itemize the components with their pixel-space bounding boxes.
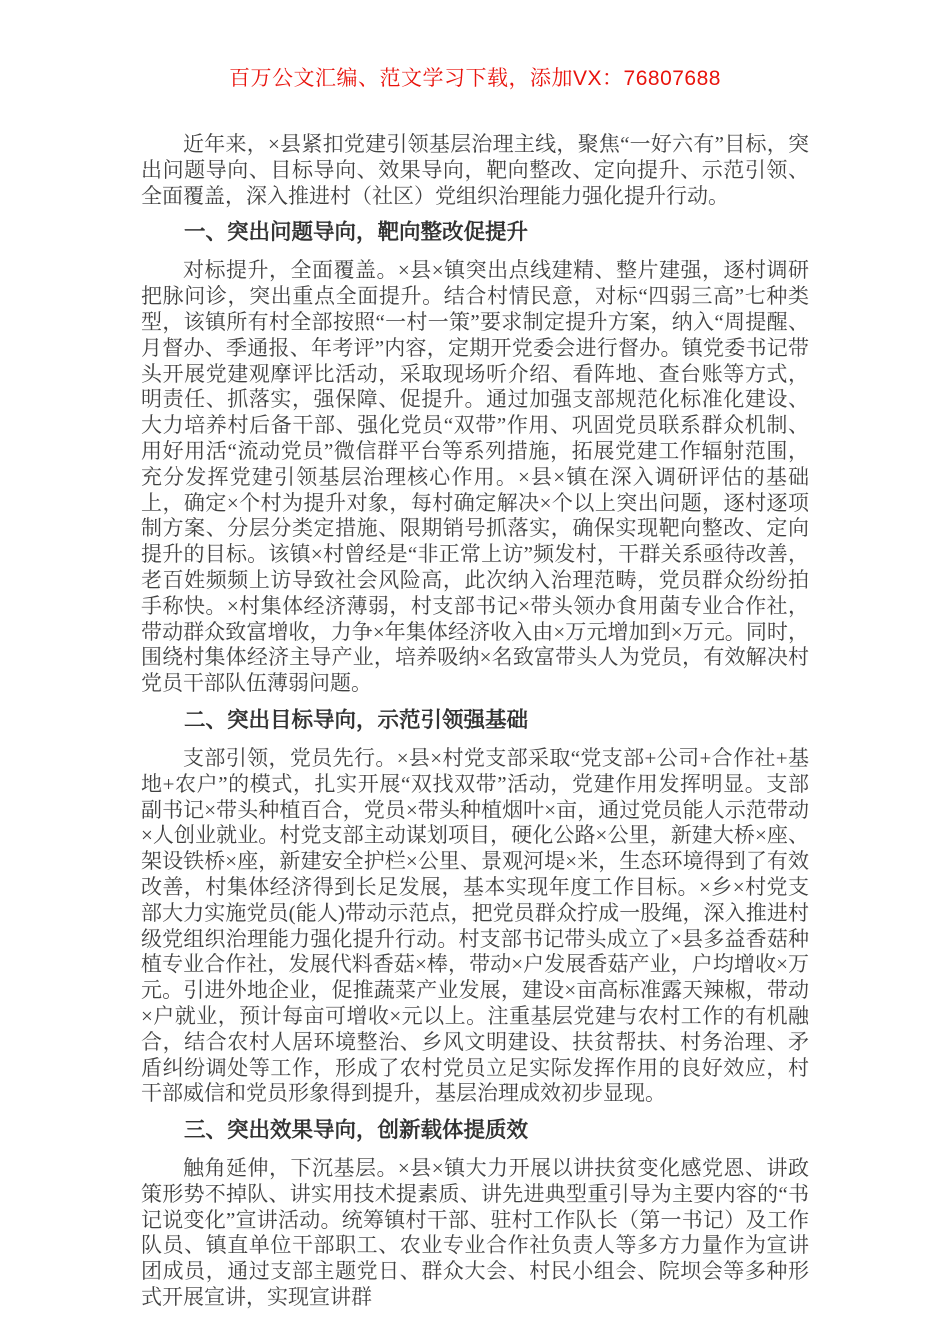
section-3-paragraph: 触角延伸，下沉基层。×县×镇大力开展以讲扶贫变化感党恩、讲政策形势不掉队、讲实用技术提素质、讲先进典型重引导为主要内容的“书记说变化”宣讲活动。统筹镇村干部、驻村工作队长（第一书记）及工作队员、镇直单位干部职工、农业专业合作社负责人等多方力量作为宣讲团成员，通过支部主题党日、群众大会、村民小组会、院坝会等多种形式开展宣讲，实现宣讲群 xyxy=(141,1156,809,1310)
promo-banner-text: 百万公文汇编、范文学习下载，添加VX：76807688 xyxy=(229,67,721,90)
section-2-paragraph: 支部引领，党员先行。×县×村党支部采取“党支部+公司+合作社+基地+农户”的模式，扎实开展“双找双带”活动，党建作用发挥明显。支部副书记×带头种植百合，党员×带头种植烟叶×亩，通过党员能人示范带动×人创业就业。村党支部主动谋划项目，硬化公路×公里，新建大桥×座、架设铁桥×座，新建安全护栏×公里、景观河堤×米，生态环境得到了有效改善，村集体经济得到长足发展，基本实现年度工作目标。×乡×村党支部大力实施党员(能人)带动示范点，把党员群众拧成一股绳，深入推进村级党组织治理能力强化提升行动。村支部书记带头成立了×县多益香菇种植专业合作社，发展代料香菇×棒，带动×户发展香菇产业，户均增收×万元。引进外地企业，促推蔬菜产业发展，建设×亩高标准露天辣椒，带动×户就业，预计每亩可增收×元以上。注重基层党建与农村工作的有机融合，结合农村人居环境整治、乡风文明建设、扶贫帮扶、村务治理、矛盾纠纷调处等工作，形成了农村党员立足实际发挥作用的良好效应，村干部威信和党员形象得到提升，基层治理成效初步显现。 xyxy=(141,745,809,1106)
document-body xyxy=(141,132,809,1311)
section-1-heading: 一、突出问题导向，靶向整改促提升 xyxy=(184,220,529,245)
intro-paragraph: 近年来，×县紧扣党建引领基层治理主线，聚焦“一好六有”目标，突出问题导向、目标导向、效果导向，靶向整改、定向提升、示范引领、全面覆盖，深入推进村（社区）党组织治理能力强化提升行动。 xyxy=(141,132,809,208)
section-1-paragraph: 对标提升，全面覆盖。×县×镇突出点线建精、整片建强，逐村调研把脉问诊，突出重点全面提升。结合村情民意，对标“四弱三高”七种类型，该镇所有村全部按照“一村一策”要求制定提升方案，纳入“周提醒、月督办、季通报、年考评”内容，定期开党委会进行督办。镇党委书记带头开展党建观摩评比活动，采取现场听介绍、看阵地、查台账等方式，明责任、抓落实，强保障、促提升。通过加强支部规范化标准化建设、大力培养村后备干部、强化党员“双带”作用、巩固党员联系群众机制、用好用活“流动党员”微信群平台等系列措施，拓展党建工作辐射范围，充分发挥党建引领基层治理核心作用。×县×镇在深入调研评估的基础上，确定×个村为提升对象，每村确定解决×个以上突出问题，逐村逐项制方案、分层分类定措施、限期销号抓落实，确保实现靶向整改、定向提升的目标。该镇×村曾经是“非正常上访”频发村，干群关系亟待改善，老百姓频频上访导致社会风险高，此次纳入治理范畴，党员群众纷纷拍手称快。×村集体经济薄弱，村支部书记×带头领办食用菌专业合作社，带动群众致富增收，力争×年集体经济收入由×万元增加到×万元。同时，围绕村集体经济主导产业，培养吸纳×名致富带头人为党员，有效解决村党员干部队伍薄弱问题。 xyxy=(141,258,809,696)
section-2-heading: 二、突出目标导向，示范引领强基础 xyxy=(184,707,529,732)
section-3-heading: 三、突出效果导向，创新载体提质效 xyxy=(184,1118,529,1143)
